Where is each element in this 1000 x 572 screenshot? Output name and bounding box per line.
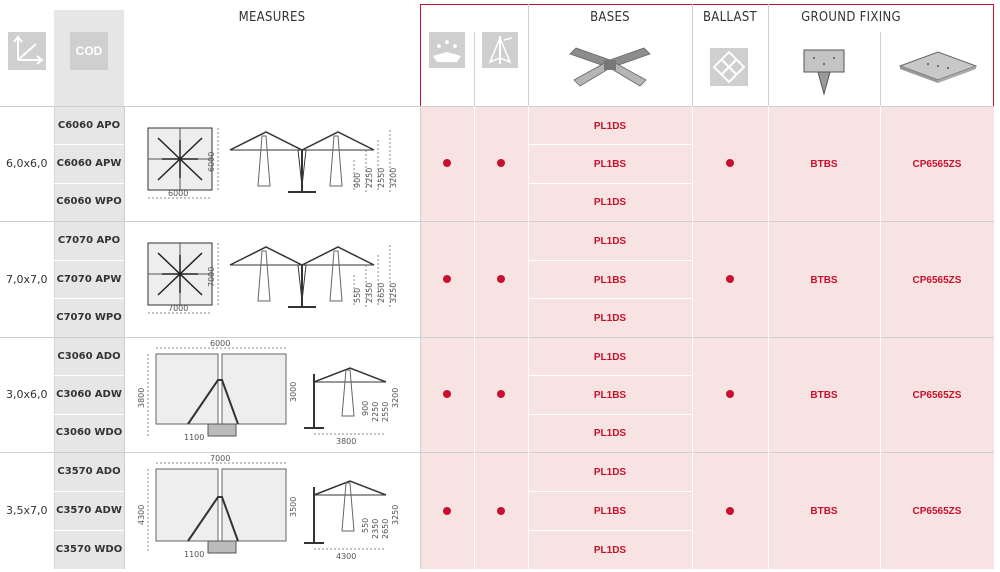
height-label: 2350 bbox=[365, 282, 374, 303]
ground-spike-icon bbox=[800, 46, 848, 98]
bases-header: BASES bbox=[590, 10, 630, 25]
base-separator bbox=[528, 414, 692, 415]
water-drops-icon bbox=[429, 32, 465, 68]
base-separator bbox=[528, 144, 692, 145]
height-label: 3250 bbox=[389, 282, 398, 303]
ballast-header: BALLAST bbox=[702, 10, 757, 25]
base-code: PL1DS bbox=[593, 545, 627, 556]
product-code: C3060 WDO bbox=[55, 427, 123, 438]
ground-fixing-code: CP6565ZS bbox=[912, 506, 962, 517]
height-label: 550 bbox=[361, 517, 370, 533]
divider bbox=[474, 32, 475, 106]
base-code: PL1BS bbox=[593, 506, 627, 517]
height-label: 3200 bbox=[389, 167, 398, 188]
code-separator bbox=[54, 491, 124, 492]
size-label: 7,0x7,0 bbox=[6, 272, 48, 286]
ground-fixing-code: CP6565ZS bbox=[912, 275, 962, 286]
wind-available-dot bbox=[497, 159, 505, 167]
water-available-dot bbox=[443, 275, 451, 283]
ballast-available-dot bbox=[726, 507, 734, 515]
column-separator bbox=[692, 106, 693, 569]
ballast-code: BTBS bbox=[810, 506, 838, 517]
product-code: C6060 WPO bbox=[56, 196, 122, 207]
plan-width-label: 6000 bbox=[210, 340, 231, 348]
product-code: C7070 APO bbox=[57, 235, 121, 246]
wind-available-dot bbox=[497, 390, 505, 398]
height-label: 3200 bbox=[391, 387, 400, 408]
ballast-tiles-icon bbox=[710, 48, 748, 86]
measures-drawing-double-square bbox=[128, 110, 418, 218]
height-label: 2650 bbox=[377, 282, 386, 303]
divider bbox=[692, 4, 693, 106]
side-height-label: 3000 bbox=[289, 381, 298, 402]
column-separator bbox=[124, 106, 125, 569]
measures-drawing-double-rect bbox=[128, 340, 418, 450]
column-separator bbox=[528, 106, 529, 569]
ballast-available-dot bbox=[726, 275, 734, 283]
product-code: C3060 ADW bbox=[56, 389, 122, 400]
plan-width-label: 6000 bbox=[168, 189, 189, 198]
offset-label: 1100 bbox=[184, 433, 205, 442]
header-row bbox=[0, 0, 1000, 106]
base-code: PL1DS bbox=[593, 121, 627, 132]
ballast-available-dot bbox=[726, 390, 734, 398]
product-code: C3060 ADO bbox=[57, 351, 121, 362]
offset-label: 1100 bbox=[184, 550, 205, 559]
row-separator bbox=[0, 452, 994, 453]
base-code: PL1BS bbox=[593, 390, 627, 401]
code-separator bbox=[54, 530, 124, 531]
ballast-code: BTBS bbox=[810, 275, 838, 286]
ballast-code: BTBS bbox=[810, 159, 838, 170]
wind-available-dot bbox=[497, 507, 505, 515]
wind-resistance-icon bbox=[482, 32, 518, 68]
plan-height-label: 4300 bbox=[137, 504, 146, 525]
base-separator bbox=[528, 375, 692, 376]
product-code: C3570 ADO bbox=[57, 466, 121, 477]
plan-height-label: 7000 bbox=[207, 266, 216, 287]
axes-icon bbox=[8, 32, 46, 70]
column-separator bbox=[420, 106, 421, 569]
side-width-label: 3800 bbox=[336, 437, 357, 446]
plan-width-label: 7000 bbox=[168, 304, 189, 313]
code-separator bbox=[54, 298, 124, 299]
base-code: PL1BS bbox=[593, 159, 627, 170]
base-code: PL1DS bbox=[593, 352, 627, 363]
code-separator bbox=[54, 375, 124, 376]
height-label: 550 bbox=[353, 287, 362, 303]
height-label: 3250 bbox=[391, 504, 400, 525]
plan-height-label: 6000 bbox=[207, 151, 216, 172]
ground-fixing-code: CP6565ZS bbox=[912, 159, 962, 170]
height-label: 900 bbox=[353, 172, 362, 188]
height-label: 2250 bbox=[365, 167, 374, 188]
ballast-available-dot bbox=[726, 159, 734, 167]
base-code: PL1DS bbox=[593, 467, 627, 478]
product-code: C3570 ADW bbox=[56, 505, 122, 516]
column-separator bbox=[474, 106, 475, 569]
product-code: C6060 APO bbox=[57, 120, 121, 131]
code-separator bbox=[54, 144, 124, 145]
measures-drawing-double-square bbox=[128, 225, 418, 333]
size-label: 3,5x7,0 bbox=[6, 504, 48, 517]
size-label: 6,0x6,0 bbox=[6, 157, 48, 170]
base-code: PL1DS bbox=[593, 313, 627, 324]
code-separator bbox=[54, 414, 124, 415]
water-available-dot bbox=[443, 507, 451, 515]
ground-fixing-code: CP6565ZS bbox=[912, 390, 962, 401]
base-separator bbox=[528, 298, 692, 299]
base-separator bbox=[528, 491, 692, 492]
row-separator bbox=[0, 106, 994, 107]
base-code: PL1DS bbox=[593, 197, 627, 208]
base-code: PL1BS bbox=[593, 275, 627, 286]
cross-base-icon bbox=[560, 36, 660, 96]
height-label: 900 bbox=[361, 400, 370, 416]
side-height-label: 3500 bbox=[289, 496, 298, 517]
plan-height-label: 3800 bbox=[137, 387, 146, 408]
height-label: 2350 bbox=[371, 518, 380, 539]
ground-fixing-header: GROUND FIXING bbox=[801, 10, 901, 25]
plan-width-label: 7000 bbox=[210, 455, 231, 463]
base-code: PL1DS bbox=[593, 428, 627, 439]
column-separator bbox=[54, 106, 55, 569]
measures-drawing-double-rect bbox=[128, 455, 418, 567]
height-label: 2550 bbox=[381, 401, 390, 422]
code-separator bbox=[54, 183, 124, 184]
height-label: 2650 bbox=[381, 518, 390, 539]
code-separator bbox=[54, 260, 124, 261]
water-available-dot bbox=[443, 159, 451, 167]
product-code: C3570 WDO bbox=[55, 544, 123, 555]
product-code: C7070 WPO bbox=[56, 312, 122, 323]
ground-plate-icon bbox=[896, 48, 980, 84]
height-label: 2250 bbox=[371, 401, 380, 422]
divider bbox=[528, 4, 529, 106]
size-label: 3,0x6,0 bbox=[6, 388, 48, 401]
row-separator bbox=[0, 337, 994, 338]
side-width-label: 4300 bbox=[336, 552, 357, 561]
divider bbox=[880, 32, 881, 106]
height-label: 2550 bbox=[377, 167, 386, 188]
column-separator bbox=[768, 106, 769, 569]
row-separator bbox=[0, 221, 994, 222]
ballast-code: BTBS bbox=[810, 390, 838, 401]
base-separator bbox=[528, 530, 692, 531]
product-code: C6060 APW bbox=[56, 158, 122, 169]
column-separator bbox=[880, 106, 881, 569]
measures-header: MEASURES bbox=[238, 10, 306, 25]
divider bbox=[768, 4, 769, 106]
cod-label: COD bbox=[70, 32, 108, 70]
base-separator bbox=[528, 183, 692, 184]
water-available-dot bbox=[443, 390, 451, 398]
base-code: PL1DS bbox=[593, 236, 627, 247]
base-separator bbox=[528, 260, 692, 261]
product-code: C7070 APW bbox=[56, 274, 122, 285]
wind-available-dot bbox=[497, 275, 505, 283]
